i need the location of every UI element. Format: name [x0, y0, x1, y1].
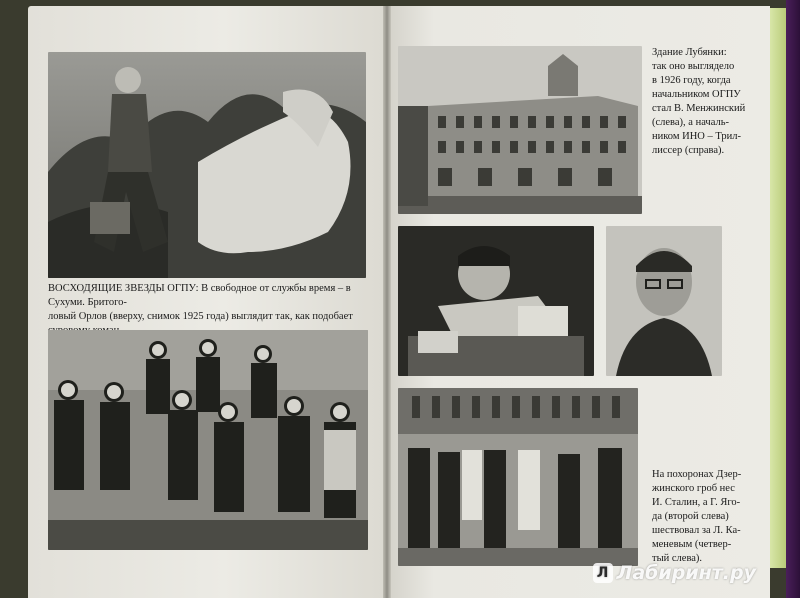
funeral-caption-line-6: меневым (четвер-: [652, 539, 732, 550]
lubyanka-caption-line-7: ником ИНО – Трил-: [652, 131, 741, 142]
watermark-text: Лабиринт.ру: [616, 562, 756, 584]
lubyanka-caption-line-8: лиссер (справа).: [652, 145, 725, 156]
lubyanka-caption: [652, 46, 770, 158]
photo-lubyanka-building: [398, 46, 642, 214]
left-caption-line-1: ВОСХОДЯЩИЕ ЗВЕЗДЫ ОГПУ: В свободное от службы время – в Сухуми. Бритого-: [48, 283, 351, 308]
funeral-caption: [652, 468, 770, 566]
lubyanka-caption-line-6: (слева), а началь-: [652, 117, 729, 128]
funeral-caption-line-7: тый слева).: [652, 553, 703, 564]
lubyanka-caption-line-3: в 1926 году, когда: [652, 75, 731, 86]
book-gutter: [383, 6, 391, 598]
photo-menzhinsky: [398, 226, 594, 376]
photo-horse-rider: [48, 52, 366, 278]
photo-trilisser: [606, 226, 722, 376]
labirint-logo-icon: Л: [593, 563, 613, 583]
lubyanka-caption-line-5: стал В. Менжинский: [652, 103, 746, 114]
funeral-caption-line-2: жинского гроб нес: [652, 483, 735, 494]
photo-dzerzhinsky-funeral: [398, 388, 638, 566]
cover-strip: [770, 8, 786, 568]
lubyanka-caption-line-4: начальником ОГПУ: [652, 89, 741, 100]
photo-group-chekists: [48, 330, 368, 550]
funeral-caption-line-1: На похоронах Дзер-: [652, 469, 742, 480]
labirint-watermark: [593, 562, 756, 584]
funeral-caption-line-3: И. Сталин, а Г. Яго-: [652, 497, 741, 508]
lubyanka-caption-line-1: Здание Лубянки:: [652, 47, 727, 58]
funeral-caption-line-5: шествовал за Л. Ка-: [652, 525, 741, 536]
left-caption-line-2: ловый Орлов (вверху, снимок 1925 года) выглядит так, как подобает: [48, 311, 353, 322]
cover-edge: [786, 0, 800, 598]
lubyanka-caption-line-2: так оно выглядело: [652, 61, 735, 72]
funeral-caption-line-4: да (второй слева): [652, 511, 729, 522]
